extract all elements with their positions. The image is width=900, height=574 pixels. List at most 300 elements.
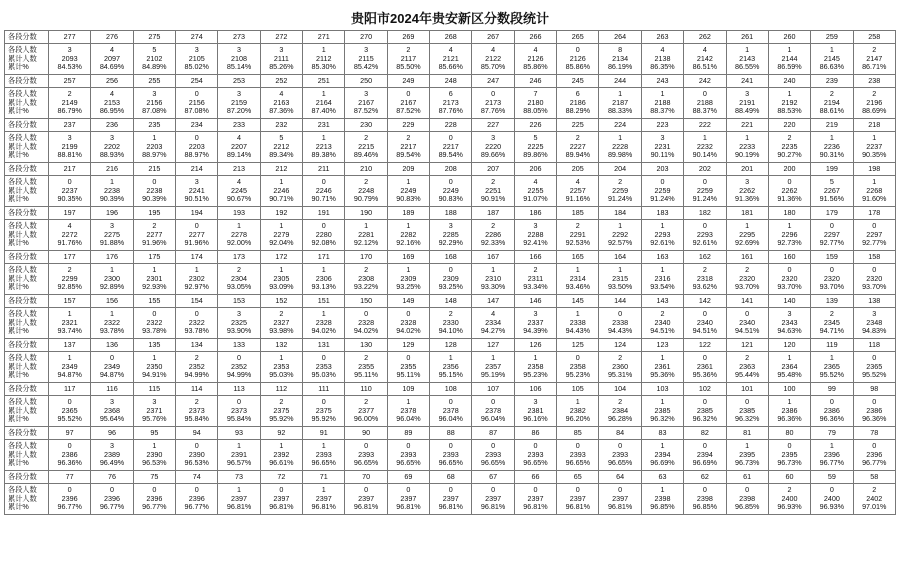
stats-label-count: 各段人数 — [8, 45, 37, 55]
score-cell: 231 — [303, 119, 345, 132]
segment-count: 3 — [110, 133, 115, 143]
segment-count: 3 — [660, 133, 665, 143]
score-cell: 240 — [768, 75, 810, 88]
score-cell: 155 — [133, 295, 175, 308]
stats-cell — [472, 264, 514, 295]
cumulative-count: 2217 — [400, 141, 417, 151]
score-cell: 106 — [514, 383, 556, 396]
cumulative-count: 2203 — [146, 141, 163, 151]
score-cell: 94 — [176, 427, 218, 440]
segment-count: 3 — [110, 441, 115, 451]
cumulative-percent: 95.44% — [734, 370, 760, 380]
score-cell: 209 — [387, 163, 429, 176]
cumulative-count: 2350 — [146, 361, 163, 371]
score-cell: 220 — [768, 119, 810, 132]
segment-count: 5 — [279, 133, 284, 143]
cumulative-count: 2330 — [442, 317, 459, 327]
cumulative-percent: 96.77% — [862, 458, 887, 468]
score-cell: 167 — [472, 251, 514, 264]
segment-count: 3 — [279, 45, 284, 55]
stats-cell — [557, 176, 599, 207]
stats-cell — [557, 44, 599, 75]
cumulative-count: 2156 — [188, 97, 205, 107]
cumulative-count: 2102 — [146, 53, 163, 63]
stats-cell — [176, 132, 218, 163]
score-cell: 145 — [557, 295, 599, 308]
stats-cell — [133, 44, 175, 75]
stats-cell — [599, 264, 641, 295]
cumulative-percent: 93.70% — [862, 282, 887, 292]
score-cell: 217 — [49, 163, 91, 176]
score-cell: 134 — [176, 339, 218, 352]
score-cell: 178 — [853, 207, 895, 220]
stats-cell — [91, 484, 133, 515]
score-cell: 115 — [133, 383, 175, 396]
stats-cell — [641, 352, 683, 383]
stats-cell — [218, 396, 260, 427]
segment-count: 1 — [872, 177, 877, 187]
score-header-label: 各段分数 — [5, 163, 49, 176]
cumulative-percent: 92.89% — [99, 282, 125, 292]
cumulative-count: 2393 — [315, 449, 332, 459]
stats-cell — [514, 396, 556, 427]
cumulative-percent: 89.34% — [269, 150, 294, 160]
cumulative-count: 2186 — [569, 97, 586, 107]
segment-count: 1 — [575, 265, 580, 275]
stats-cell — [599, 220, 641, 251]
cumulative-count: 2358 — [527, 361, 544, 371]
segment-count: 0 — [702, 221, 707, 231]
segment-count: 0 — [575, 441, 580, 451]
cumulative-percent: 95.31% — [607, 370, 633, 380]
cumulative-percent: 96.20% — [565, 414, 590, 424]
stats-cell — [853, 396, 895, 427]
score-cell: 92 — [260, 427, 302, 440]
stats-cell — [811, 352, 853, 383]
stats-label-count: 各段人数 — [8, 309, 37, 319]
cumulative-count: 2262 — [781, 185, 798, 195]
stats-cell — [599, 308, 641, 339]
score-header-row — [5, 75, 896, 88]
score-cell: 78 — [853, 427, 895, 440]
segment-count: 1 — [618, 265, 623, 275]
score-cell: 228 — [430, 119, 472, 132]
score-cell: 160 — [768, 251, 810, 264]
stats-cell — [684, 132, 726, 163]
stats-row — [5, 176, 896, 207]
stats-cell — [49, 132, 91, 163]
score-cell: 125 — [557, 339, 599, 352]
segment-count: 3 — [364, 89, 369, 99]
score-cell: 246 — [514, 75, 556, 88]
cumulative-percent: 94.87% — [99, 370, 125, 380]
stats-cell — [345, 176, 387, 207]
stats-cell — [133, 132, 175, 163]
segment-count: 0 — [872, 265, 877, 275]
cumulative-count: 2156 — [146, 97, 163, 107]
score-cell: 143 — [641, 295, 683, 308]
cumulative-percent: 96.77% — [819, 458, 845, 468]
stats-cell — [133, 220, 175, 251]
score-cell: 268 — [430, 31, 472, 44]
cumulative-percent: 94.63% — [777, 326, 802, 336]
stats-cell — [599, 88, 641, 119]
segment-count: 1 — [618, 89, 623, 99]
cumulative-count: 2277 — [146, 229, 163, 239]
stats-label-cell — [5, 88, 49, 119]
cumulative-percent: 86.19% — [607, 62, 633, 72]
segment-count: 1 — [110, 265, 115, 275]
cumulative-percent: 85.02% — [184, 62, 209, 72]
segment-count: 1 — [152, 441, 157, 451]
segment-count: 2 — [618, 353, 623, 363]
score-cell: 128 — [430, 339, 472, 352]
score-cell: 261 — [726, 31, 768, 44]
stats-cell — [684, 484, 726, 515]
segment-count: 0 — [67, 177, 72, 187]
segment-count: 2 — [364, 265, 369, 275]
score-cell: 108 — [430, 383, 472, 396]
segment-count: 3 — [110, 397, 115, 407]
score-cell: 86 — [514, 427, 556, 440]
stats-label-pct: 累计% — [8, 502, 29, 512]
segment-count: 0 — [491, 485, 496, 495]
stats-row — [5, 396, 896, 427]
stats-cell — [49, 484, 91, 515]
cumulative-percent: 96.81% — [311, 502, 336, 512]
segment-count: 0 — [829, 485, 834, 495]
segment-count: 1 — [660, 221, 665, 231]
cumulative-count: 2355 — [358, 361, 375, 371]
segment-count: 2 — [279, 309, 284, 319]
cumulative-percent: 96.65% — [523, 458, 548, 468]
score-cell: 183 — [641, 207, 683, 220]
score-cell: 62 — [684, 471, 726, 484]
cumulative-count: 2377 — [358, 405, 375, 415]
score-cell: 195 — [133, 207, 175, 220]
stats-cell — [641, 264, 683, 295]
cumulative-percent: 89.94% — [565, 150, 590, 160]
cumulative-count: 2306 — [315, 273, 332, 283]
cumulative-count: 2245 — [231, 185, 248, 195]
segment-count: 1 — [491, 353, 496, 363]
cumulative-count: 2249 — [400, 185, 417, 195]
cumulative-count: 2297 — [866, 229, 883, 239]
cumulative-percent: 88.97% — [142, 150, 167, 160]
cumulative-count: 2396 — [823, 449, 840, 459]
cumulative-count: 2213 — [315, 141, 332, 151]
cumulative-count: 2395 — [781, 449, 798, 459]
segment-count: 0 — [448, 177, 453, 187]
cumulative-count: 2308 — [358, 273, 375, 283]
score-cell: 171 — [303, 251, 345, 264]
score-cell: 247 — [472, 75, 514, 88]
cumulative-percent: 93.70% — [777, 282, 802, 292]
score-cell: 214 — [176, 163, 218, 176]
cumulative-percent: 91.36% — [777, 194, 802, 204]
stats-cell — [853, 440, 895, 471]
segment-count: 3 — [533, 309, 538, 319]
cumulative-percent: 90.39% — [142, 194, 167, 204]
cumulative-percent: 85.30% — [311, 62, 336, 72]
stats-cell — [557, 88, 599, 119]
stats-cell — [768, 44, 810, 75]
stats-cell — [726, 308, 768, 339]
segment-count: 1 — [787, 397, 792, 407]
stats-cell — [514, 44, 556, 75]
cumulative-count: 2145 — [823, 53, 840, 63]
score-cell: 244 — [599, 75, 641, 88]
stats-cell — [726, 440, 768, 471]
score-cell: 149 — [387, 295, 429, 308]
cumulative-percent: 94.43% — [565, 326, 590, 336]
cumulative-count: 2293 — [696, 229, 713, 239]
segment-count: 2 — [364, 133, 369, 143]
segment-count: 1 — [448, 353, 453, 363]
stats-cell — [726, 176, 768, 207]
segment-count: 2 — [575, 133, 580, 143]
cumulative-count: 2378 — [400, 405, 417, 415]
score-cell: 123 — [641, 339, 683, 352]
cumulative-count: 2398 — [654, 493, 671, 503]
score-cell: 95 — [133, 427, 175, 440]
cumulative-percent: 90.27% — [777, 150, 802, 160]
cumulative-count: 2386 — [866, 405, 883, 415]
segment-count: 2 — [279, 397, 284, 407]
segment-count: 0 — [237, 397, 242, 407]
cumulative-count: 2397 — [273, 493, 290, 503]
stats-cell — [514, 88, 556, 119]
score-cell: 277 — [49, 31, 91, 44]
cumulative-percent: 93.46% — [565, 282, 590, 292]
cumulative-percent: 89.86% — [523, 150, 548, 160]
stats-cell — [472, 176, 514, 207]
segment-count: 2 — [660, 309, 665, 319]
score-cell: 159 — [811, 251, 853, 264]
segment-count: 1 — [575, 397, 580, 407]
score-cell: 103 — [641, 383, 683, 396]
stats-cell — [176, 396, 218, 427]
stats-cell — [49, 88, 91, 119]
score-cell: 136 — [91, 339, 133, 352]
cumulative-count: 2361 — [654, 361, 671, 371]
score-header-row — [5, 471, 896, 484]
cumulative-percent: 91.96% — [184, 238, 209, 248]
cumulative-percent: 91.56% — [819, 194, 845, 204]
cumulative-percent: 96.53% — [184, 458, 209, 468]
cumulative-percent: 88.33% — [607, 106, 633, 116]
stats-cell — [641, 484, 683, 515]
score-cell: 142 — [684, 295, 726, 308]
stats-cell — [599, 132, 641, 163]
segment-count: 1 — [237, 441, 242, 451]
cumulative-count: 2373 — [188, 405, 205, 415]
score-cell: 148 — [430, 295, 472, 308]
segment-count: 3 — [872, 309, 877, 319]
segment-count: 0 — [279, 485, 284, 495]
score-cell: 233 — [218, 119, 260, 132]
segment-count: 4 — [533, 45, 538, 55]
segment-count: 0 — [491, 441, 496, 451]
cumulative-count: 2385 — [739, 405, 756, 415]
segment-count: 0 — [872, 353, 877, 363]
score-cell: 116 — [91, 383, 133, 396]
segment-count: 1 — [110, 177, 115, 187]
cumulative-percent: 87.76% — [438, 106, 463, 116]
segment-count: 0 — [67, 485, 72, 495]
cumulative-count: 2126 — [527, 53, 544, 63]
cumulative-count: 2281 — [358, 229, 375, 239]
score-header-label: 各段分数 — [5, 119, 49, 132]
cumulative-count: 2147 — [866, 53, 883, 63]
cumulative-percent: 92.04% — [269, 238, 294, 248]
cumulative-percent: 96.81% — [523, 502, 548, 512]
cumulative-count: 2389 — [104, 449, 121, 459]
cumulative-percent: 90.79% — [353, 194, 379, 204]
score-cell: 215 — [133, 163, 175, 176]
score-cell: 137 — [49, 339, 91, 352]
cumulative-percent: 96.65% — [565, 458, 590, 468]
score-cell: 74 — [176, 471, 218, 484]
score-cell: 109 — [387, 383, 429, 396]
segment-count: 2 — [491, 177, 496, 187]
cumulative-count: 2138 — [654, 53, 671, 63]
segment-count: 3 — [745, 89, 750, 99]
stats-cell — [260, 132, 302, 163]
segment-count: 1 — [660, 397, 665, 407]
cumulative-percent: 96.32% — [734, 414, 760, 424]
cumulative-percent: 92.97% — [184, 282, 209, 292]
segment-count: 5 — [152, 45, 157, 55]
stats-cell — [641, 396, 683, 427]
cumulative-count: 2357 — [485, 361, 502, 371]
cumulative-percent: 92.77% — [819, 238, 845, 248]
stats-cell — [49, 264, 91, 295]
segment-count: 1 — [660, 353, 665, 363]
cumulative-count: 2393 — [485, 449, 502, 459]
score-cell: 193 — [218, 207, 260, 220]
stats-cell — [345, 88, 387, 119]
cumulative-count: 2217 — [442, 141, 459, 151]
stats-cell — [514, 132, 556, 163]
cumulative-percent: 95.11% — [396, 370, 421, 380]
score-cell: 208 — [430, 163, 472, 176]
cumulative-percent: 92.93% — [142, 282, 167, 292]
cumulative-percent: 87.52% — [353, 106, 379, 116]
stats-cell — [684, 176, 726, 207]
score-cell: 257 — [49, 75, 91, 88]
segment-count: 1 — [660, 485, 665, 495]
segment-count: 0 — [575, 485, 580, 495]
segment-count: 2 — [745, 265, 750, 275]
score-cell: 234 — [176, 119, 218, 132]
segment-count: 3 — [237, 45, 242, 55]
stats-cell — [430, 264, 472, 295]
cumulative-count: 2378 — [485, 405, 502, 415]
stats-cell — [726, 396, 768, 427]
cumulative-percent: 92.00% — [226, 238, 252, 248]
segment-count: 1 — [829, 353, 834, 363]
score-cell: 156 — [91, 295, 133, 308]
segment-count: 1 — [364, 221, 369, 231]
stats-cell — [811, 440, 853, 471]
stats-cell — [303, 44, 345, 75]
stats-label-cum: 累计人数 — [8, 317, 37, 327]
cumulative-percent: 96.36% — [777, 414, 802, 424]
score-cell: 75 — [133, 471, 175, 484]
stats-cell — [726, 352, 768, 383]
stats-cell — [133, 352, 175, 383]
cumulative-count: 2396 — [146, 493, 163, 503]
stats-cell — [430, 176, 472, 207]
stats-cell — [345, 396, 387, 427]
cumulative-percent: 94.71% — [819, 326, 845, 336]
score-cell: 230 — [345, 119, 387, 132]
cumulative-count: 2108 — [231, 53, 248, 63]
stats-cell — [557, 484, 599, 515]
cumulative-percent: 84.69% — [99, 62, 125, 72]
stats-label-cum: 累计人数 — [8, 97, 37, 107]
stats-label-cell — [5, 264, 49, 295]
cumulative-percent: 92.12% — [353, 238, 379, 248]
stats-cell — [387, 352, 429, 383]
segment-count: 0 — [448, 397, 453, 407]
cumulative-count: 2334 — [485, 317, 502, 327]
cumulative-percent: 96.65% — [396, 458, 421, 468]
segment-count: 1 — [194, 265, 199, 275]
cumulative-percent: 87.40% — [311, 106, 336, 116]
cumulative-count: 2105 — [188, 53, 205, 63]
stats-row — [5, 220, 896, 251]
cumulative-percent: 94.51% — [650, 326, 675, 336]
stats-cell — [768, 176, 810, 207]
segment-count: 4 — [237, 177, 242, 187]
cumulative-percent: 87.76% — [480, 106, 506, 116]
cumulative-count: 2348 — [866, 317, 883, 327]
segment-count: 0 — [702, 353, 707, 363]
cumulative-percent: 88.93% — [99, 150, 125, 160]
score-header-label: 各段分数 — [5, 339, 49, 352]
cumulative-count: 2309 — [442, 273, 459, 283]
stats-cell — [599, 44, 641, 75]
score-cell: 181 — [726, 207, 768, 220]
cumulative-percent: 94.02% — [353, 326, 379, 336]
segment-count: 1 — [321, 89, 326, 99]
cumulative-count: 2373 — [231, 405, 248, 415]
cumulative-percent: 91.88% — [99, 238, 125, 248]
score-cell: 245 — [557, 75, 599, 88]
score-cell: 201 — [726, 163, 768, 176]
stats-row — [5, 352, 896, 383]
stats-cell — [176, 88, 218, 119]
stats-cell — [811, 176, 853, 207]
score-cell: 260 — [768, 31, 810, 44]
cumulative-percent: 87.52% — [396, 106, 421, 116]
score-cell: 253 — [218, 75, 260, 88]
segment-count: 3 — [152, 89, 157, 99]
cumulative-count: 2238 — [146, 185, 163, 195]
score-cell: 255 — [133, 75, 175, 88]
score-cell: 275 — [133, 31, 175, 44]
segment-count: 0 — [745, 309, 750, 319]
cumulative-count: 2304 — [231, 273, 248, 283]
cumulative-percent: 96.81% — [607, 502, 633, 512]
cumulative-percent: 88.37% — [650, 106, 675, 116]
cumulative-percent: 85.42% — [353, 62, 379, 72]
segment-count: 3 — [237, 89, 242, 99]
segment-count: 1 — [533, 353, 538, 363]
segment-count: 1 — [787, 45, 792, 55]
